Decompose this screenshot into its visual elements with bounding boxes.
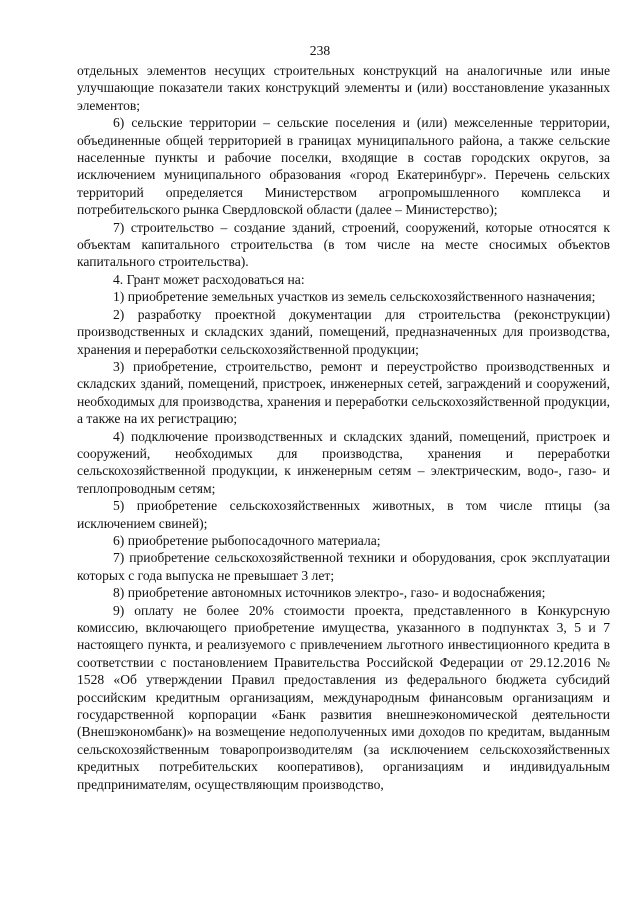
paragraph: 8) приобретение автономных источников электро-, газо- и водоснабжения; [113, 585, 546, 601]
paragraph: 2) разработку проектной документации для строительства (реконструкции) производственных и складских зданий, помещений, предназначенных для производства, хранения и переработки сельскохозяйственной продукции; [77, 306, 610, 357]
paragraph: 6) сельские территории – сельские поселения и (или) межселенные территории, объединенные общей территорией в границах муниципального района, а также сельские населенные пункты и рабочие поселки, входящие в состав городских округов, за исключением муниципального образования «город Екатеринбург». Перечень сельских территорий определяется Министерством агропромышленного комплекса и потребительского рынка Свердловской области (далее – Министерство); [77, 115, 610, 218]
page-number: 238 [309, 43, 331, 58]
paragraph: 7) приобретение сельскохозяйственной техники и оборудования, срок эксплуатации которых с года выпуска не превышает 3 лет; [77, 550, 610, 583]
paragraph: 3) приобретение, строительство, ремонт и переустройство производственных и складских зданий, помещений, пристроек, инженерных сетей, заграждений и сооружений, необходимых для производства, хранения и переработки сельскохозяйственной продукции, а также на их регистрацию; [77, 358, 610, 427]
paragraph: 5) приобретение сельскохозяйственных животных, в том числе птицы (за исключением свиней); [77, 498, 610, 531]
paragraph: 1) приобретение земельных участков из земель сельскохозяйственного назначения; [113, 289, 596, 305]
paragraph: 4. Грант может расходоваться на: [113, 271, 305, 287]
paragraph: 9) оплату не более 20% стоимости проекта, представленного в Конкурсную комиссию, включающего приобретение имущества, указанного в подпунктах 3, 5 и 7 настоящего пункта, и реализуемого с привлечением льготного инвестиционного кредита в соответствии с постановлением Правительства Российской Федерации от 29.12.2016 № 1528 «Об утверждении Правил предоставления из федерального бюджета субсидий российским кредитным организациям, международным финансовым организациям и государственной корпорации «Банк развития внешнеэкономической деятельности (Внешэкономбанк)» на возмещение недополученных ими доходов по кредитам, выданным сельскохозяйственным товаропроизводителям (за исключением сельскохозяйственных кредитных потребительских кооперативов), организациям и индивидуальным предпринимателям, осуществляющим производство, [77, 602, 610, 792]
paragraph: отдельных элементов несущих строительных конструкций на аналогичные или иные улучшающие показатели таких конструкций элементы и (или) восстановление указанных элементов; [77, 63, 610, 113]
paragraph: 7) строительство – создание зданий, строений, сооружений, которые относятся к объектам капитального строительства (в том числе на месте сносимых объектов капитального строительства). [77, 219, 610, 270]
paragraph: 6) приобретение рыбопосадочного материала; [113, 532, 381, 548]
paragraph: 4) подключение производственных и складских зданий, помещений, пристроек и сооружений, необходимых для производства, хранения и переработки сельскохозяйственной продукции, к инженерным сетям – электрическим, водо-, газо- и теплопроводным сетям; [77, 428, 610, 496]
document-body [77, 62, 610, 793]
